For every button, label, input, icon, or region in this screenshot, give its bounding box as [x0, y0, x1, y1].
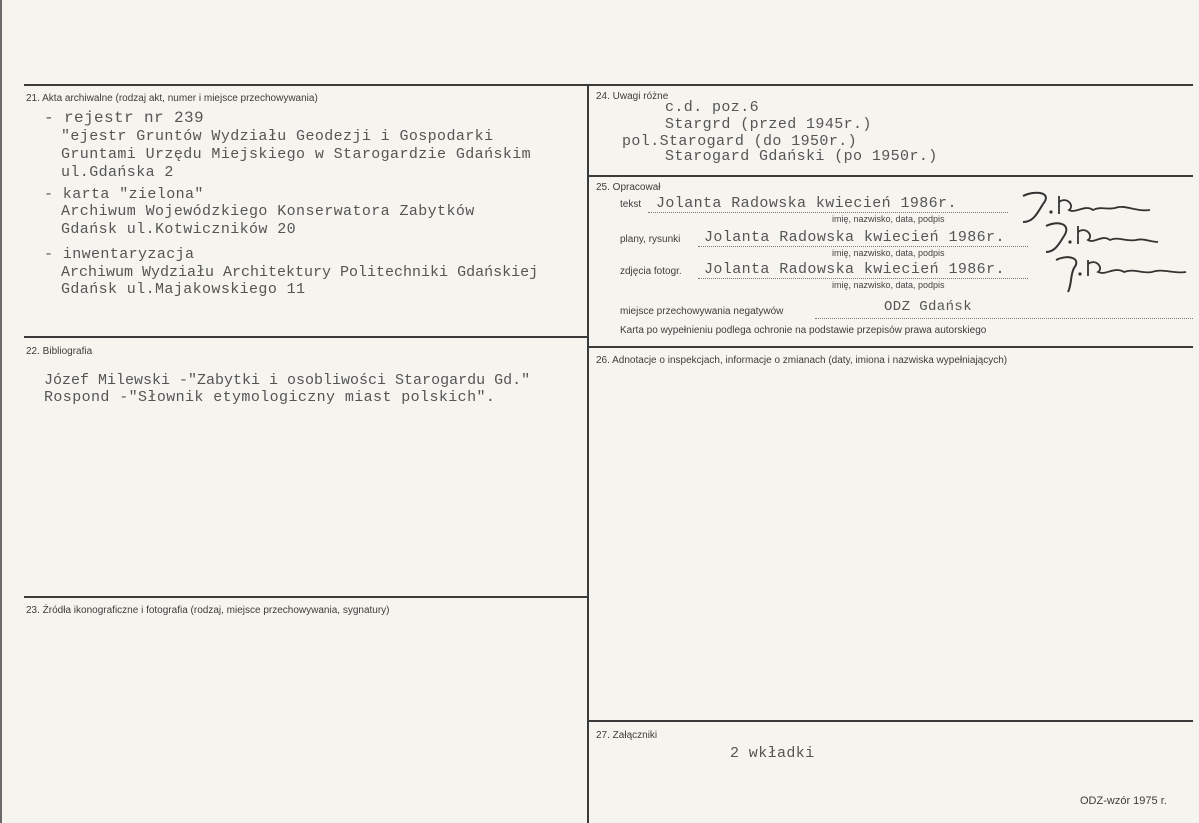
field-tekst-caption: imię, nazwisko, data, podpis [832, 214, 945, 224]
field-plany-label: plany, rysunki [620, 234, 681, 245]
field-zdjecia-label: zdjęcia fotogr. [620, 266, 682, 277]
section-23-label: 23. Źródła ikonograficzne i fotografia (rodzaj, miejsce przechowywania, sygnatury) [26, 605, 390, 616]
field-plany-caption: imię, nazwisko, data, podpis [832, 248, 945, 258]
field-plany-value: Jolanta Radowska kwiecień 1986r. [704, 229, 1005, 246]
s21-line-5: - karta "zielona" [44, 186, 204, 203]
section-25-label: 25. Opracował [596, 182, 661, 193]
s24-line-3: pol.Starogard (do 1950r.) [622, 133, 858, 150]
section-26-label: 26. Adnotacje o inspekcjach, informacje o zmianach (daty, imiona i nazwiska wypełniających) [596, 355, 1008, 366]
signature-3 [1050, 254, 1190, 294]
s21-line-10: Gdańsk ul.Majakowskiego 11 [61, 281, 306, 298]
s21-line-8: - inwentaryzacja [44, 246, 195, 263]
s21-line-3: Gruntami Urzędu Miejskiego w Starogardzie Gdańskim [61, 146, 532, 163]
field-zdjecia-caption: imię, nazwisko, data, podpis [832, 280, 945, 290]
negatives-value: ODZ Gdańsk [884, 299, 973, 315]
s24-line-1: c.d. poz.6 [665, 99, 760, 116]
negatives-label: miejsce przechowywania negatywów [620, 306, 784, 317]
s24-line-4: Starogard Gdański (po 1950r.) [665, 148, 938, 165]
copyright-note: Karta po wypełnieniu podlega ochronie na podstawie przepisów prawa autorskiego [620, 325, 987, 336]
field-zdjecia-line [698, 278, 1028, 279]
section-27-label: 27. Załączniki [596, 730, 658, 741]
s21-line-4: ul.Gdańska 2 [61, 164, 174, 181]
form-number: ODZ-wzór 1975 r. [1080, 795, 1167, 807]
rule-right-25-26 [589, 346, 1193, 348]
rule-left-21-22 [24, 336, 587, 338]
s21-line-7: Gdańsk ul.Kotwiczników 20 [61, 221, 297, 238]
s22-line-2: Rospond -"Słownik etymologiczny miast polskich". [44, 389, 496, 406]
s21-line-6: Archiwum Wojewódzkiego Konserwatora Zabytków [61, 203, 475, 220]
attachments-value: 2 wkładki [730, 745, 815, 762]
section-21-label: 21. Akta archiwalne (rodzaj akt, numer i miejsce przechowywania) [26, 93, 318, 104]
rule-left-22-23 [24, 596, 587, 598]
section-24-label: 24. Uwagi różne [596, 91, 669, 102]
field-tekst-label: tekst [620, 199, 642, 210]
s21-line-2: "ejestr Gruntów Wydziału Geodezji i Gospodarki [61, 128, 494, 145]
s21-line-9: Archiwum Wydziału Architektury Politechniki Gdańskiej [61, 264, 539, 281]
field-tekst-line [648, 212, 1008, 213]
center-divider [587, 84, 589, 823]
s22-line-1: Józef Milewski -"Zabytki i osobliwości Starogardu Gd." [44, 372, 531, 389]
signature-2 [1040, 220, 1160, 258]
s21-line-1: - rejestr nr 239 [44, 109, 205, 127]
s24-line-2: Stargrd (przed 1945r.) [665, 116, 872, 133]
field-zdjecia-value: Jolanta Radowska kwiecień 1986r. [704, 261, 1005, 278]
negatives-line [815, 318, 1193, 319]
section-22-label: 22. Bibliografia [26, 346, 93, 357]
rule-right-24-25 [589, 175, 1193, 177]
field-plany-line [698, 246, 1028, 247]
rule-right-26-27 [589, 720, 1193, 722]
top-rule [24, 84, 1193, 86]
field-tekst-value: Jolanta Radowska kwiecień 1986r. [656, 195, 957, 212]
